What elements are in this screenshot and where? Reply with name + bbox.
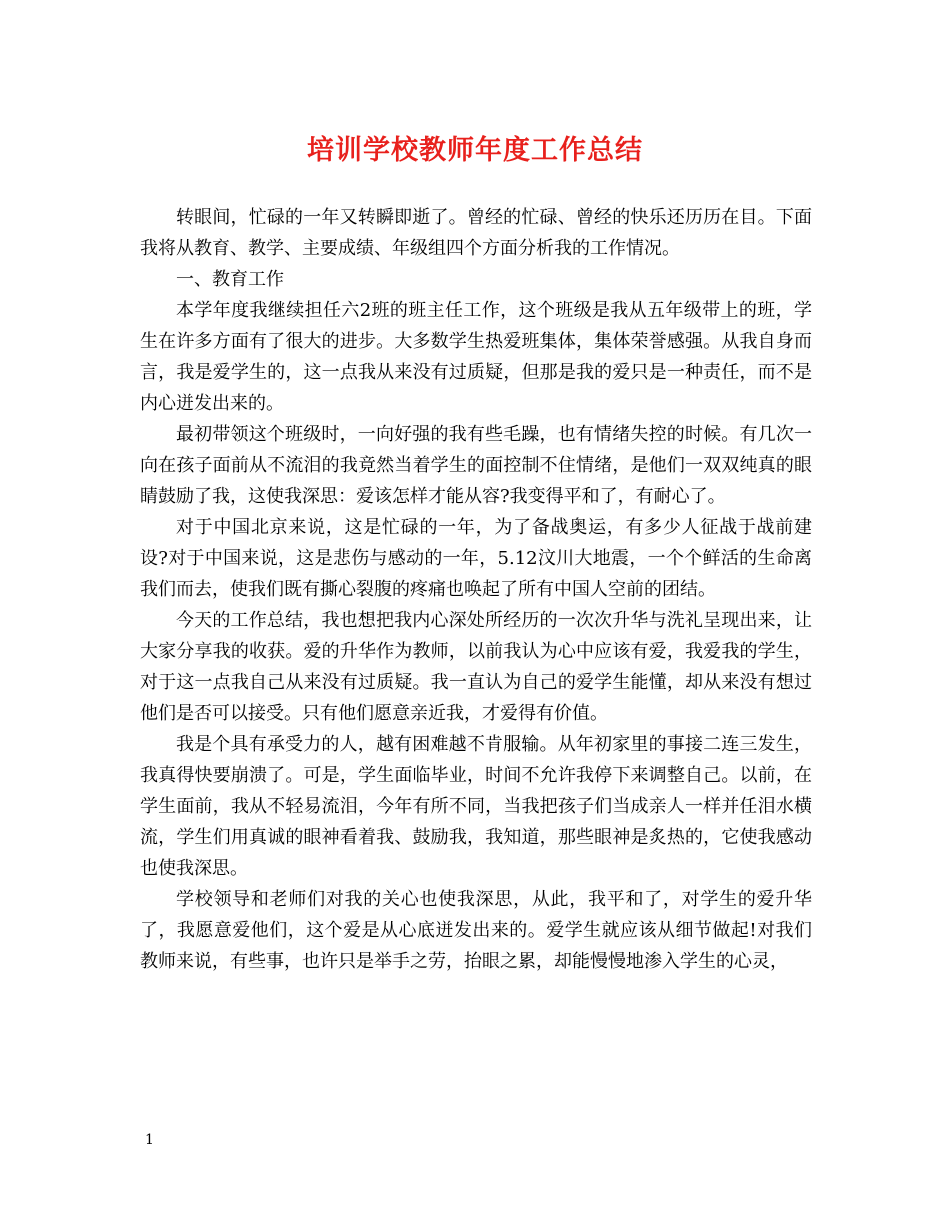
paragraph: 转眼间，忙碌的一年又转瞬即逝了。曾经的忙碌、曾经的快乐还历历在目。下面我将从教育、教学、主要成绩、年级组四个方面分析我的工作情况。	[140, 207, 812, 259]
page-number: 1	[145, 1132, 154, 1148]
paragraph: 学校领导和老师们对我的关心也使我深思，从此，我平和了，对学生的爱升华了，我愿意爱他们，这个爱是从心底迸发出来的。爱学生就应该从细节做起!对我们教师来说，有些事，也许只是举手之劳，抬眼之累，却能慢慢地渗入学生的心灵，	[140, 889, 812, 972]
paragraph: 本学年度我继续担任六2班的班主任工作，这个班级是我从五年级带上的班，学生在许多方面有了很大的进步。大多数学生热爱班集体，集体荣誉感强。从我自身而言，我是爱学生的，这一点我从来没有过质疑，但那是我的爱只是一种责任，而不是内心迸发出来的。	[140, 300, 812, 414]
paragraph: 我是个具有承受力的人，越有困难越不肯服输。从年初家里的事接二连三发生，我真得快要崩溃了。可是，学生面临毕业，时间不允许我停下来调整自己。以前，在学生面前，我从不轻易流泪，今年有所不同，当我把孩子们当成亲人一样并任泪水横流，学生们用真诚的眼神看着我、鼓励我，我知道，那些眼神是炙热的，它使我感动也使我深思。	[140, 734, 812, 879]
paragraph: 最初带领这个班级时，一向好强的我有些毛躁，也有情绪失控的时候。有几次一向在孩子面前从不流泪的我竟然当着学生的面控制不住情绪，是他们一双双纯真的眼睛鼓励了我，这使我深思：爱该怎样才能从容?我变得平和了，有耐心了。	[140, 424, 812, 507]
paragraph: 对于中国北京来说，这是忙碌的一年，为了备战奥运，有多少人征战于战前建设?对于中国来说，这是悲伤与感动的一年，5.12汶川大地震，一个个鲜活的生命离我们而去，使我们既有撕心裂腹的疼痛也唤起了所有中国人空前的团结。	[140, 517, 812, 600]
document-title: 培训学校教师年度工作总结	[307, 135, 643, 166]
section-heading: 一、教育工作	[176, 269, 284, 290]
document-body	[140, 202, 812, 977]
paragraph: 今天的工作总结，我也想把我内心深处所经历的一次次升华与洗礼呈现出来，让大家分享我的收获。爱的升华作为教师，以前我认为心中应该有爱，我爱我的学生，对于这一点我自己从来没有过质疑。我一直认为自己的爱学生能懂，却从来没有想过他们是否可以接受。只有他们愿意亲近我，才爱得有价值。	[140, 610, 812, 724]
